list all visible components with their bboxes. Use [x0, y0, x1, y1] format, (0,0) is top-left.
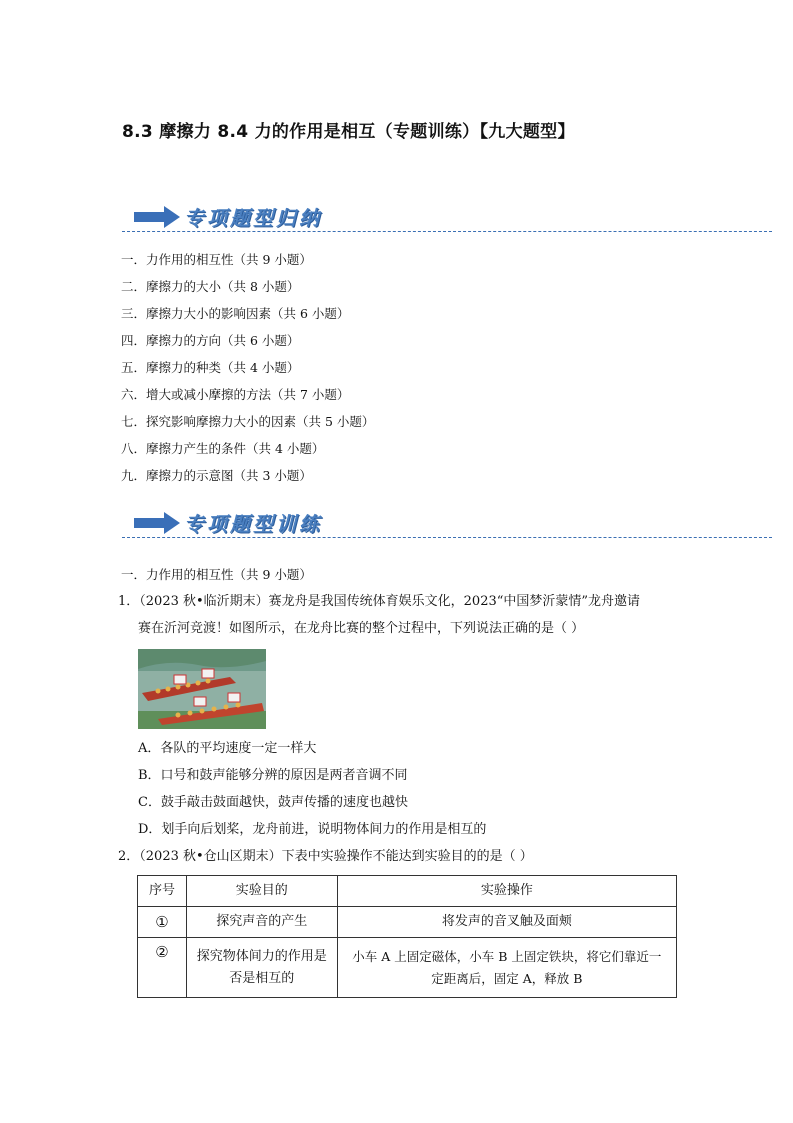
divider [122, 537, 772, 538]
table-cell: ① [138, 907, 187, 938]
divider [122, 231, 772, 232]
cell-line: 小车 A 上固定磁体，小车 B 上固定铁块，将它们靠近一 [352, 948, 662, 964]
topic-list [121, 252, 374, 495]
option-b: B．口号和鼓声能够分辨的原因是两者音调不同 [138, 768, 408, 783]
table-row [138, 907, 677, 938]
list-item: 八．摩擦力产生的条件（共 4 小题） [121, 441, 325, 456]
table-cell [186, 938, 337, 998]
list-item: 六．增大或减小摩擦的方法（共 7 小题） [121, 387, 350, 402]
question-1-stem-line1: 1．（2023 秋•临沂期末）赛龙舟是我国传统体育娱乐文化，2023“中国梦沂蒙情”龙舟邀请 [118, 594, 641, 609]
experiment-table [137, 875, 677, 998]
cell-line: 定距离后，固定 A，释放 B [431, 970, 583, 986]
list-item: 四．摩擦力的方向（共 6 小题） [121, 333, 300, 348]
question-2-stem: 2．（2023 秋•仓山区期末）下表中实验操作不能达到实验目的的是（ ） [118, 849, 533, 864]
cell-line: 探究物体间力的作用是 [196, 948, 327, 964]
option-a: A．各队的平均速度一定一样大 [138, 741, 317, 756]
table-cell: 探究声音的产生 [186, 907, 337, 938]
list-item: 九．摩擦力的示意图（共 3 小题） [121, 468, 312, 483]
list-item: 二．摩擦力的大小（共 8 小题） [121, 279, 300, 294]
list-item: 一．力作用的相互性（共 9 小题） [121, 252, 312, 267]
section-banner-summary [122, 200, 772, 234]
banner-label: 专项题型训练 [184, 512, 322, 536]
table-header: 序号 [138, 876, 187, 907]
table-header: 实验目的 [186, 876, 337, 907]
list-item: 五．摩擦力的种类（共 4 小题） [121, 360, 300, 375]
table-header-row [138, 876, 677, 907]
list-item: 七．探究影响摩擦力大小的因素（共 5 小题） [121, 414, 375, 429]
question-1-stem-line2: 赛在沂河竞渡！如图所示，在龙舟比赛的整个过程中，下列说法正确的是（ ） [138, 621, 585, 636]
table-cell [337, 938, 676, 998]
section-banner-training [122, 506, 772, 540]
arrow-right-icon [134, 512, 182, 534]
option-c: C．鼓手敲击鼓面越快，鼓声传播的速度也越快 [138, 795, 408, 810]
cell-line: 否是相互的 [229, 970, 295, 986]
arrow-right-icon [134, 206, 182, 228]
list-item: 三．摩擦力大小的影响因素（共 6 小题） [121, 306, 350, 321]
banner-label: 专项题型归纳 [184, 206, 322, 230]
table-cell: ② [138, 938, 187, 998]
table-cell: 将发声的音叉触及面颊 [337, 907, 676, 938]
option-d: D．划手向后划桨，龙舟前进，说明物体间力的作用是相互的 [138, 822, 487, 837]
dragon-boat-photo [138, 649, 266, 729]
table-header: 实验操作 [337, 876, 676, 907]
page-title: 8.3 摩擦力 8.4 力的作用是相互（专题训练）【九大题型】 [122, 122, 575, 142]
table-row [138, 938, 677, 998]
section-heading: 一．力作用的相互性（共 9 小题） [121, 567, 312, 582]
